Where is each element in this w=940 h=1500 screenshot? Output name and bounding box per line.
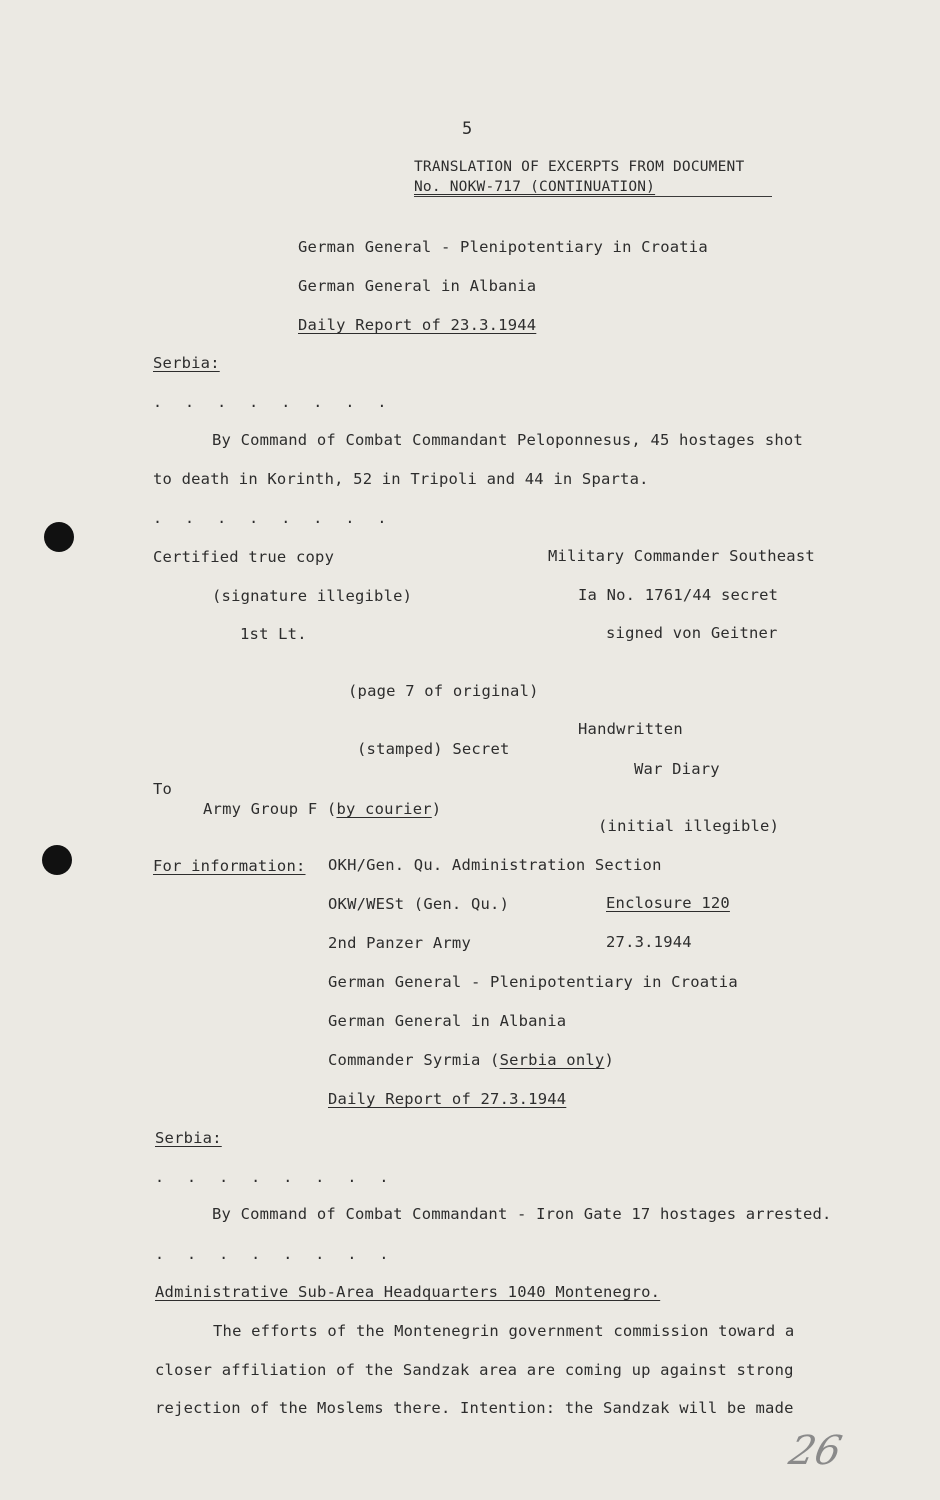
info-recipient: OKH/Gen. Qu. Administration Section xyxy=(328,856,662,874)
punch-hole xyxy=(42,845,72,875)
page-reference: (page 7 of original) xyxy=(348,682,539,700)
info-recipient: OKW/WESt (Gen. Qu.) xyxy=(328,895,510,913)
ellipsis-dots: . . . . . . . . xyxy=(155,1245,396,1263)
ellipsis-dots: . . . . . . . . xyxy=(153,393,394,411)
header-rule xyxy=(414,196,772,197)
to-label: To xyxy=(153,780,173,798)
military-commander: Military Commander Southeast xyxy=(548,547,815,565)
enclosure-label: Enclosure 120 xyxy=(606,894,730,912)
montenegro-line3: rejection of the Moslems there. Intention: the Sandzak will be made xyxy=(155,1399,794,1417)
war-diary: War Diary xyxy=(634,760,720,778)
report2-paragraph: By Command of Combat Commandant - Iron Gate 17 hostages arrested. xyxy=(212,1205,832,1223)
info-recipient: 2nd Panzer Army xyxy=(328,934,471,952)
stamped-secret: (stamped) Secret xyxy=(357,740,510,758)
for-information-label: For information: xyxy=(153,857,306,875)
montenegro-line1: The efforts of the Montenegrin government commission toward a xyxy=(213,1322,795,1340)
info-recipient: German General - Plenipotentiary in Croatia xyxy=(328,973,738,991)
signed-by: signed von Geitner xyxy=(606,624,778,642)
report1-section-serbia: Serbia: xyxy=(153,354,220,372)
ellipsis-dots: . . . . . . . . xyxy=(153,509,394,527)
montenegro-line2: closer affiliation of the Sandzak area are coming up against strong xyxy=(155,1361,794,1379)
header-line2: No. NOKW-717 (CONTINUATION) xyxy=(414,179,656,195)
header-line1: TRANSLATION OF EXCERPTS FROM DOCUMENT xyxy=(414,159,745,175)
signature-illegible: (signature illegible) xyxy=(212,587,413,605)
info-recipient: German General in Albania xyxy=(328,1012,567,1030)
rank: 1st Lt. xyxy=(240,625,307,643)
info-recipient-syrmia: Commander Syrmia (Serbia only) xyxy=(328,1051,614,1069)
to-recipient: Army Group F (by courier) xyxy=(203,800,442,818)
report2-section-serbia: Serbia: xyxy=(155,1129,222,1147)
reference-number: Ia No. 1761/44 secret xyxy=(578,586,779,604)
report2-title: Daily Report of 27.3.1944 xyxy=(328,1090,567,1108)
initial-illegible: (initial illegible) xyxy=(598,817,780,835)
handwritten-note: Handwritten xyxy=(578,720,683,738)
addressee-croatia: German General - Plenipotentiary in Croatia xyxy=(298,238,708,256)
page-number: 5 xyxy=(462,119,473,139)
report1-title: Daily Report of 23.3.1944 xyxy=(298,316,537,334)
montenegro-heading: Administrative Sub-Area Headquarters 1040 Montenegro. xyxy=(155,1283,661,1301)
handwritten-page-number: 26 xyxy=(785,1428,846,1474)
certified-true-copy: Certified true copy xyxy=(153,548,335,566)
ellipsis-dots: . . . . . . . . xyxy=(155,1168,396,1186)
report1-paragraph-line2: to death in Korinth, 52 in Tripoli and 44 in Sparta. xyxy=(153,470,649,488)
punch-hole xyxy=(44,522,74,552)
addressee-albania: German General in Albania xyxy=(298,277,537,295)
enclosure-date: 27.3.1944 xyxy=(606,933,692,951)
report1-paragraph-line1: By Command of Combat Commandant Peloponnesus, 45 hostages shot xyxy=(212,431,803,449)
